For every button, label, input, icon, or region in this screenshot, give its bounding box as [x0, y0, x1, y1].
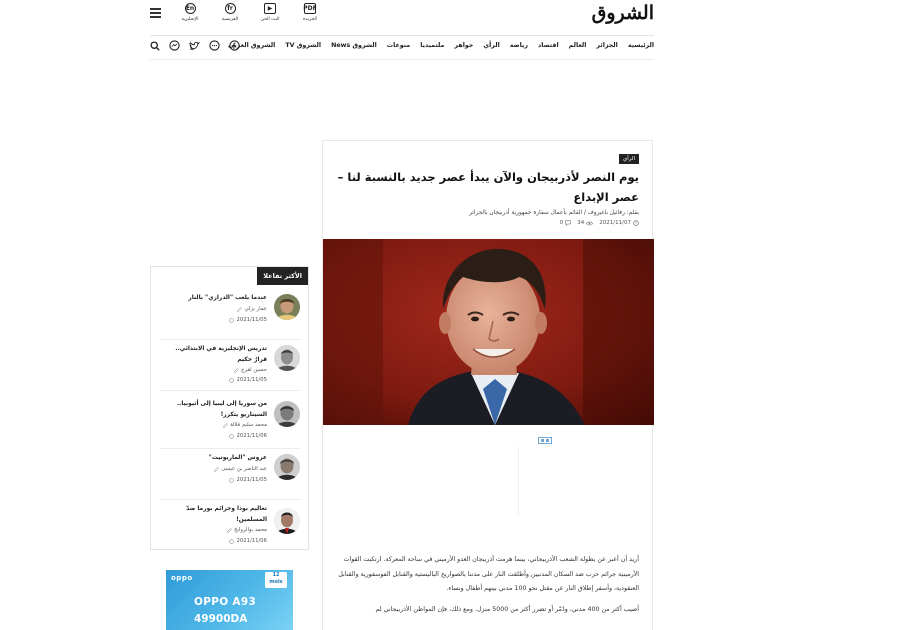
- article-paragraph: أصيب أكثر من 400 مدني، ودُمّر أو تضرر أكثر من 5000 منزل. ومع ذلك، فإن المواطن الأذربيجاني لم: [375, 605, 639, 613]
- menu-icon[interactable]: [150, 8, 161, 18]
- play-icon: ▶: [264, 3, 276, 14]
- list-item-author-name: عمار يزلي: [244, 306, 267, 312]
- list-item-headline[interactable]: تدريس الإنجليزية في الابتدائي.. قرارٌ حكيم: [175, 346, 267, 363]
- pen-icon: [234, 368, 239, 373]
- author-avatar-image: [274, 454, 300, 480]
- list-item-author-name: محمد بوالروايح: [234, 527, 267, 533]
- list-item-headline[interactable]: عندما يلعب "الدراري" بالنار: [188, 295, 267, 301]
- divider: [150, 35, 654, 36]
- list-item-date: [229, 538, 267, 544]
- pen-icon: [214, 467, 219, 472]
- article-date: [599, 220, 639, 226]
- list-item-author-name: حسين لقرع: [241, 367, 267, 373]
- list-item-date-text: 2021/11/06: [236, 433, 267, 439]
- list-item-date-text: 2021/11/05: [236, 477, 267, 483]
- twitter-icon[interactable]: [189, 41, 200, 51]
- list-item-date-text: 2021/11/05: [236, 317, 267, 323]
- list-item-author[interactable]: [214, 466, 267, 472]
- article-meta: [560, 220, 639, 226]
- list-item-headline[interactable]: عروس "الماريونيت": [208, 455, 267, 461]
- clock-icon: [633, 220, 639, 226]
- list-item[interactable]: [161, 500, 300, 551]
- author-avatar-image: [274, 401, 300, 427]
- nav-item-news[interactable]: الشروق News: [331, 42, 377, 49]
- list-item-author[interactable]: [234, 367, 267, 373]
- list-item-headline[interactable]: من سوريا إلى ليبيا إلى أثيوبيا.. السيناريو يتكرر!: [176, 401, 267, 418]
- article-byline[interactable]: بقلم: رفائيل باغيروف / القائم بأعمال سفارة جمهورية أذربيجان بالجزائر: [469, 210, 639, 216]
- avatar[interactable]: [274, 294, 300, 320]
- french-edition-icon: fr: [225, 3, 236, 14]
- pen-icon: [223, 423, 228, 428]
- site-logo[interactable]: الشروق: [591, 2, 654, 24]
- clock-icon: [229, 318, 234, 323]
- newspaper-label: الجريدة: [303, 17, 317, 22]
- article-body: [334, 553, 639, 623]
- english-edition-icon: En: [185, 3, 196, 14]
- live-stream-link[interactable]: [257, 3, 283, 22]
- messenger-icon[interactable]: [169, 40, 180, 51]
- comment-icon: [565, 220, 571, 226]
- nav-item-misc[interactable]: منوعات: [386, 42, 411, 49]
- list-item-date-text: 2021/11/05: [236, 377, 267, 383]
- author-avatar-image: [274, 294, 300, 320]
- list-item[interactable]: [161, 340, 300, 391]
- avatar[interactable]: [274, 401, 300, 427]
- widget-title: الأكثر تفاعلا: [257, 267, 308, 285]
- social-icons: [150, 40, 240, 51]
- facebook-icon[interactable]: [229, 40, 240, 51]
- list-item-author-name: عبد الناصر بن عيسى: [221, 466, 267, 472]
- clock-icon: [229, 478, 234, 483]
- article-views: [577, 220, 593, 226]
- ad-choices-icon[interactable]: [538, 437, 552, 444]
- ad-price: 49900DA: [194, 613, 248, 625]
- pen-icon: [227, 528, 232, 533]
- avatar[interactable]: [274, 454, 300, 480]
- most-engaged-list: [161, 289, 300, 551]
- nav-item-algeria[interactable]: الجزائر: [596, 42, 618, 49]
- author-avatar-image: [274, 508, 300, 534]
- list-item-headline[interactable]: تعاليم بوذا وجرائم بورما ضدّ المسلمين!: [186, 506, 267, 523]
- clock-icon: [229, 539, 234, 544]
- article-comments-count: 0: [559, 220, 564, 226]
- site-header: [150, 0, 654, 34]
- clock-icon: [229, 378, 234, 383]
- article-paragraph: أريد أن أعبر عن بطولة الشعب الأذربيجاني، بينما هزمت أذربيجان العدو الأرميني في ساحة المعركة. ارتكبت القوات الأرمينية جرائم حرب ضد السكان المدنيين وأطلقت النار على مدننا بالصواريخ الباليستية والقنابل الفوسفورية والقنابل العنقودية، وأسفر إطلاق النار عن مقتل نحو 100 مدني بينهم أطفال ونساء.: [338, 556, 639, 592]
- nav-item-tv[interactable]: الشروق TV: [285, 42, 322, 49]
- avatar[interactable]: [274, 345, 300, 371]
- oppo-advertisement[interactable]: [166, 570, 293, 630]
- pen-icon: [237, 307, 242, 312]
- list-item-author[interactable]: [223, 422, 267, 428]
- english-edition-label: الإنجليزية: [181, 17, 199, 22]
- list-item-date: [229, 477, 267, 483]
- article-date-text: 2021/11/07: [599, 220, 631, 226]
- clock-icon: [229, 434, 234, 439]
- nav-item-opinion[interactable]: الرأي: [483, 42, 500, 49]
- ad-warranty-badge: 12 mois: [265, 572, 287, 588]
- list-item-author[interactable]: [227, 527, 267, 533]
- search-icon[interactable]: [150, 41, 160, 51]
- nav-menu: [228, 42, 654, 49]
- list-item-date-text: 2021/11/06: [236, 538, 267, 544]
- nav-item-world[interactable]: العالم: [568, 42, 587, 49]
- list-item[interactable]: [161, 449, 300, 500]
- french-edition-label: الفرنسية: [221, 17, 239, 22]
- nav-item-jawaher[interactable]: جواهر: [454, 42, 474, 49]
- faded-banner: [248, 78, 558, 118]
- eye-icon: [586, 221, 593, 226]
- main-nav: [150, 38, 654, 58]
- article-title: يوم النصر لأذربيجان والآن يبدأ عصر جديد بالنسبة لنا – عصر الإبداع: [337, 170, 639, 204]
- list-item-date: [229, 317, 267, 323]
- list-item[interactable]: [161, 391, 300, 449]
- article-comments[interactable]: [560, 220, 572, 226]
- list-item[interactable]: [161, 289, 300, 340]
- ad-brand: oppo: [171, 574, 193, 582]
- newspaper-link[interactable]: [297, 3, 323, 22]
- nav-item-sports[interactable]: رياضة: [509, 42, 528, 49]
- list-item-author[interactable]: [237, 306, 267, 312]
- list-item-date: [229, 377, 267, 383]
- most-engaged-widget: [150, 266, 309, 550]
- author-portrait: [323, 239, 654, 425]
- nav-item-multimedia[interactable]: ملتميديا: [420, 42, 445, 49]
- nav-item-home[interactable]: الرئيسية: [627, 42, 654, 49]
- ad-slot: [518, 446, 548, 516]
- list-item-date: [229, 433, 267, 439]
- category-badge[interactable]: الرأي: [619, 154, 639, 164]
- english-edition-link[interactable]: [177, 3, 203, 22]
- article-views-count: 34: [577, 220, 585, 226]
- messenger-chat-icon[interactable]: [209, 40, 220, 51]
- ad-model: OPPO A93: [194, 596, 257, 608]
- french-edition-link[interactable]: [217, 3, 243, 22]
- article-card: [322, 140, 653, 630]
- nav-item-economy[interactable]: اقتصاد: [538, 42, 559, 49]
- quick-links: [177, 3, 323, 22]
- newspaper-icon: PDF: [304, 3, 316, 14]
- live-stream-label: البث الحي: [260, 17, 280, 22]
- nav-item-arabi[interactable]: الشروق العربي: [228, 42, 276, 49]
- list-item-author-name: محمد سليم قلالة: [230, 422, 267, 428]
- avatar[interactable]: [274, 508, 300, 534]
- author-avatar-image: [274, 345, 300, 371]
- article-photo: [323, 239, 654, 425]
- divider: [150, 59, 654, 60]
